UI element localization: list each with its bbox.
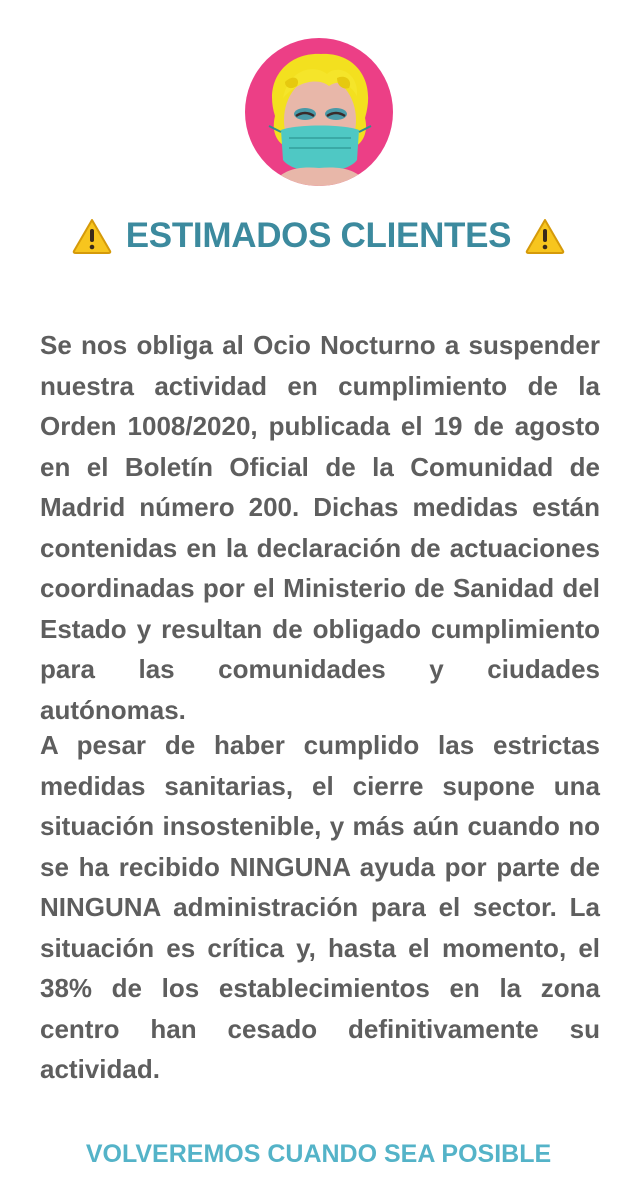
masked-woman-portrait-icon <box>245 38 393 186</box>
warning-icon <box>72 218 112 254</box>
notice-paragraph-situation: A pesar de haber cumplido las estrictas medidas sanitarias, el cierre supone una situación insostenible, y más aún cuando no se ha recibido NINGUNA ayuda por parte de NINGUNA administración para el sector. La situación es crítica y, hasta el momento, el 38% de los establecimientos en la zona centro han cesado definitivamente su actividad. <box>40 730 600 1084</box>
warning-icon <box>525 218 565 254</box>
page-title: ESTIMADOS CLIENTES <box>125 216 512 255</box>
notice-paragraph-closure: Se nos obliga al Ocio Nocturno a suspender nuestra actividad en cumplimiento de la Orden 1008/2020, publicada el 19 de agosto en el Boletín Oficial de la Comunidad de Madrid número 200. Dichas medidas están contenidas en la declaración de actuaciones coordinadas por el Ministerio de Sanidad del Estado y resultan de obligado cumplimiento para las comunidades y ciudades autónomas. <box>40 330 600 725</box>
logo <box>245 38 393 186</box>
footer-message: VOLVEREMOS CUANDO SEA POSIBLE <box>85 1140 552 1168</box>
header <box>0 210 637 262</box>
